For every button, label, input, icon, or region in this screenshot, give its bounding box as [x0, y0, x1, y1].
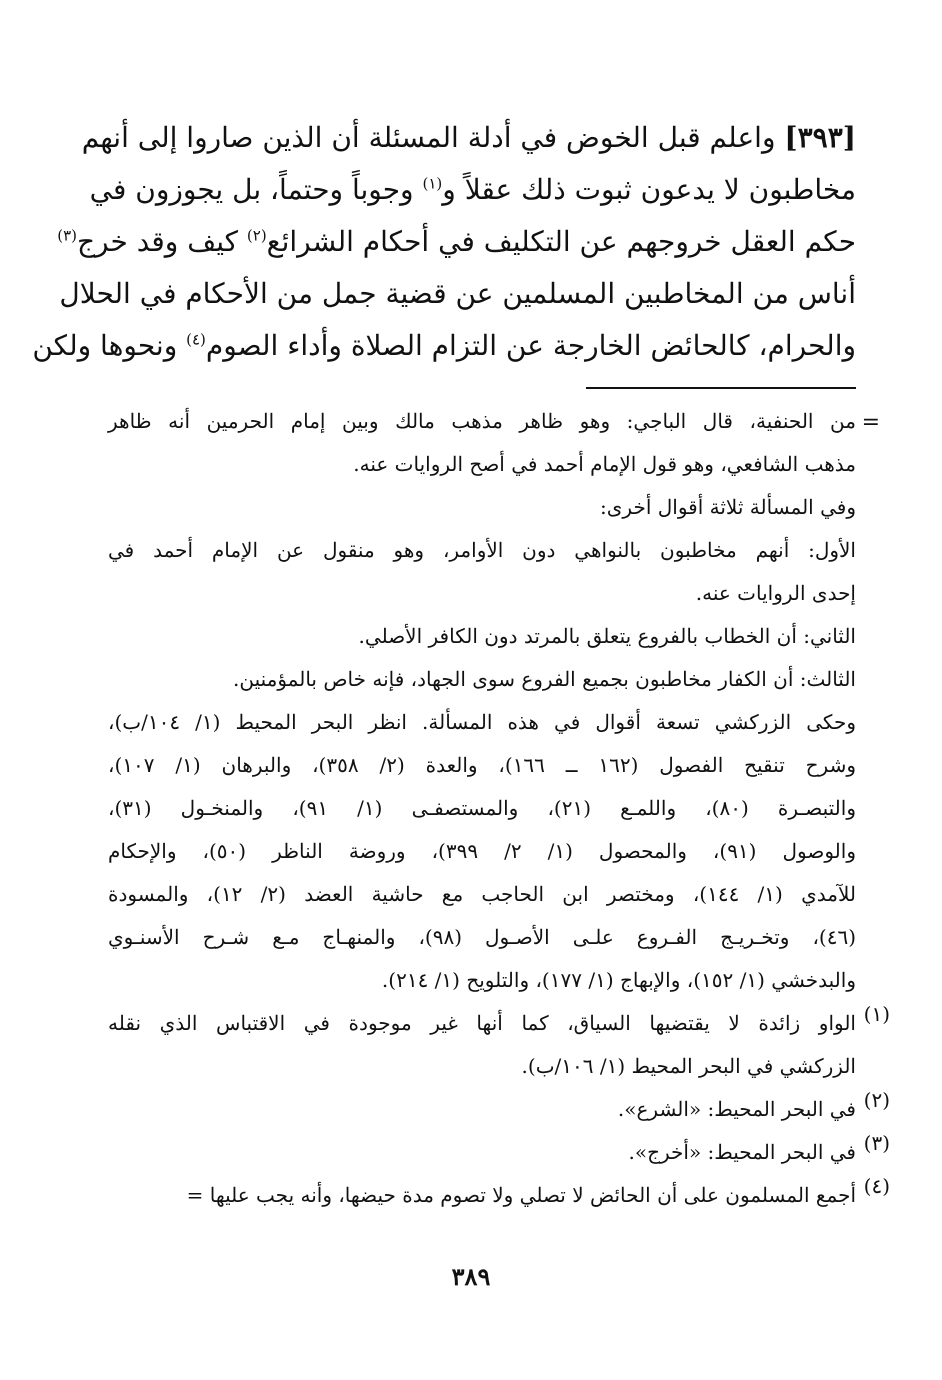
footnote-line: وشرح تنقيح الفصول (١٦٢ ــ ١٦٦)، والعدة (٢/ ٣٥٨)، والبرهان (١/ ١٠٧)، — [108, 753, 857, 777]
footnote-2 — [108, 1088, 890, 1131]
footnote-line: والبدخشي (١/ ١٥٢)، والإبهاج (١/ ١٧٧)، والتلويح (١/ ٢١٤). — [381, 968, 856, 992]
footnote-line: الزركشي في البحر المحيط (١/ ١٠٦/ب). — [521, 1054, 856, 1078]
footnote-line: (٤٦)، وتخـريـج الفـروع علـى الأصـول (٩٨)، والمنهـاج مـع شـرح الأسنـوي — [108, 925, 857, 949]
footnote-separator — [586, 387, 856, 389]
footnote-line: والوصول (٩١)، والمحصول (١/ ٢/ ٣٩٩)، وروضة الناظر (٥٠)، والإحكام — [108, 839, 856, 863]
footnote-line: الأول: أنهم مخاطبون بالنواهي دون الأوامر، وهو منقول عن الإمام أحمد في — [108, 538, 856, 562]
footnote-3 — [108, 1131, 890, 1174]
main-line-2: مخاطبون لا يدعون ثبوت ذلك عقلاً و$^{(١)}$ وجوباً وحتماً، بل يجوزون في — [89, 173, 856, 206]
footnotes — [108, 400, 890, 1217]
footnote-line: والتبصـرة (٨٠)، واللمـع (٢١)، والمستصفـى (١/ ٩١)، والمنخـول (٣١)، — [108, 796, 856, 820]
footnote-number: (٤) — [863, 1174, 890, 1198]
main-line-5: والحرام، كالحائض الخارجة عن التزام الصلاة وأداء الصوم$^{(٤)}$ ونحوها ولكن — [32, 329, 856, 362]
footnote-1 — [108, 1002, 890, 1088]
footnote-line: في البحر المحيط: «أخرج». — [628, 1140, 856, 1164]
footnote-line: وحكى الزركشي تسعة أقوال في هذه المسألة. انظر البحر المحيط (١/ ١٠٤/ب)، — [108, 710, 856, 734]
footnote-line: الثاني: أن الخطاب بالفروع يتعلق بالمرتد دون الكافر الأصلي. — [358, 624, 856, 648]
footnote-line: مذهب الشافعي، وهو قول الإمام أحمد في أصح الروايات عنه. — [353, 452, 856, 476]
footnote-ref-3[interactable]: (٣) — [57, 226, 77, 245]
footnote-line: للآمدي (١/ ١٤٤)، ومختصر ابن الحاجب مع حاشية العضد (٢/ ١٢)، والمسودة — [108, 882, 856, 906]
main-text — [32, 112, 856, 372]
footnote-ref-2[interactable]: (٢) — [246, 226, 267, 245]
footnote-line: الواو زائدة لا يقتضيها السياق، كما أنها غير موجودة في الاقتباس الذي نقله — [108, 1011, 856, 1035]
main-line-3: حكم العقل خروجهم عن التكليف في أحكام الشرائع$^{(٢)}$ كيف وقد خرج$^{(٣)}$ — [57, 225, 856, 258]
page-number: ٣٨٩ — [451, 1262, 491, 1291]
footnote-line: الثالث: أن الكفار مخاطبون بجميع الفروع سوى الجهاد، فإنه خاص بالمؤمنين. — [232, 667, 856, 691]
main-line-4: أناس من المخاطبين المسلمين عن قضية جمل من الأحكام في الحلال — [59, 277, 856, 310]
footnote-line: أجمع المسلمون على أن الحائض لا تصلي ولا تصوم مدة حيضها، وأنه يجب عليها = — [186, 1183, 856, 1207]
footnote-ref-1[interactable]: (١) — [422, 174, 443, 193]
footnote-line: من الحنفية، قال الباجي: وهو ظاهر مذهب مالك وبين إمام الحرمين أنه ظاهر — [108, 409, 856, 433]
footnote-number: (١) — [863, 1002, 890, 1026]
footnote-ref-4[interactable]: (٤) — [186, 330, 206, 349]
footnote-line: إحدى الروايات عنه. — [695, 581, 856, 605]
footnote-number: (٢) — [863, 1088, 890, 1112]
continuation-marker: = — [861, 410, 880, 435]
footnote-number: (٣) — [863, 1131, 890, 1155]
paragraph-number: [٣٩٣] — [784, 121, 856, 154]
main-line-1: [٣٩٣] واعلم قبل الخوض في أدلة المسئلة أن الذين صاروا إلى أنهم — [81, 121, 856, 154]
footnote-line: في البحر المحيط: «الشرع». — [617, 1097, 856, 1121]
footnote-4 — [108, 1174, 890, 1217]
footnote-line: وفي المسألة ثلاثة أقوال أخرى: — [600, 495, 856, 519]
